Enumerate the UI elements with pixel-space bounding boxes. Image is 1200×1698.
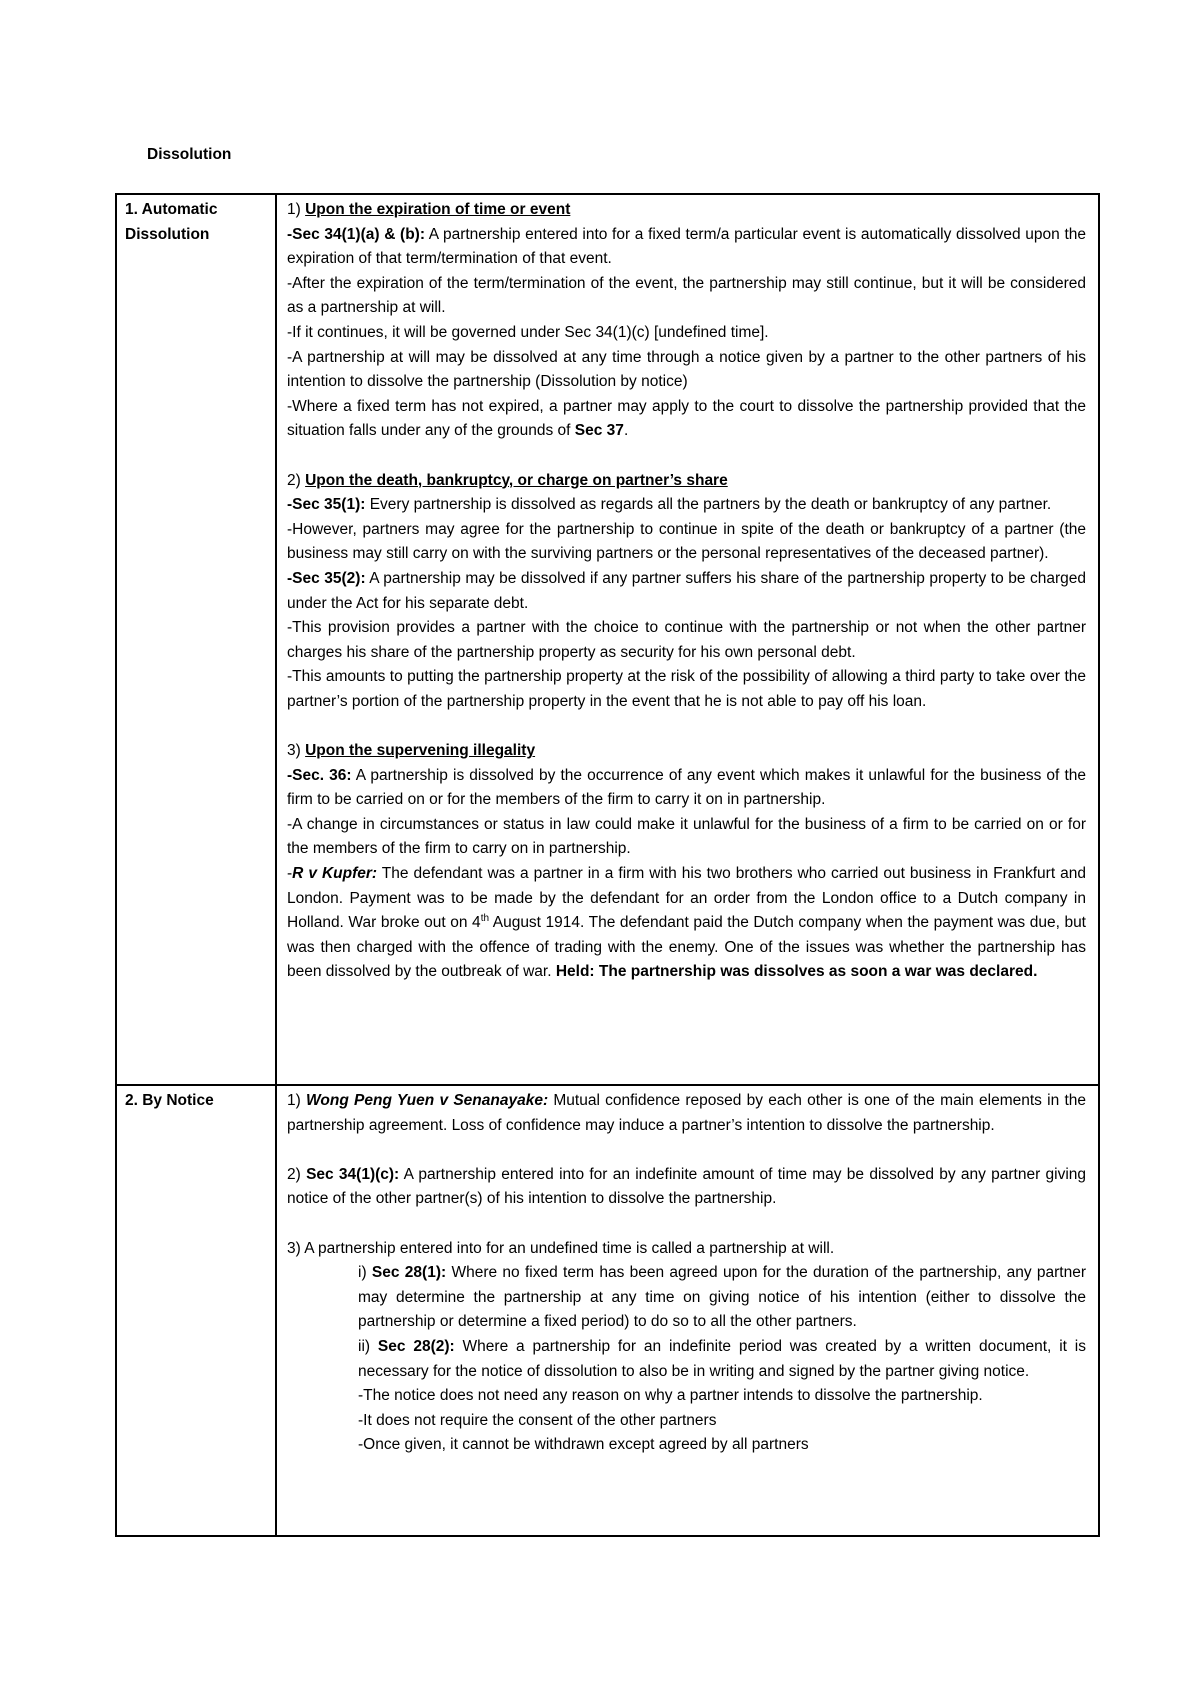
indented-list <box>287 1261 1086 1458</box>
table-row-notice <box>116 1085 1099 1536</box>
paragraph: -This amounts to putting the partnership property at the risk of the possibility of allowing a third party to take over the partner’s portion of the partnership property in the event that he is not able to pay off his loan. <box>287 668 1086 710</box>
row-label-line: Dissolution <box>125 225 210 243</box>
paragraph: i) Sec 28(1): Where no fixed term has been agreed upon for the duration of the partnership, any partner may determine the partnership at any time on giving notice of his intention (either to dissolve the partnership or determine a fixed period) to do so to all the other partners. <box>358 1264 1086 1331</box>
paragraph: ii) Sec 28(2): Where a partnership for an indefinite period was created by a written document, it is necessary for the notice of dissolution to also be in writing and signed by the partner giving notice. <box>358 1337 1086 1380</box>
section-heading: 1) Upon the expiration of time or event <box>287 201 571 218</box>
paragraph: -Sec 35(2): A partnership may be dissolved if any partner suffers his share of the partnership property to be charged under the Act for his separate debt. <box>287 569 1086 612</box>
paragraph: -This provision provides a partner with the choice to continue with the partnership or not when the other partner charges his share of the partnership property as security for his own personal debt. <box>287 619 1086 661</box>
section-heading: 2) Upon the death, bankruptcy, or charge on partner’s share <box>287 471 728 489</box>
row-label-automatic <box>116 194 276 1085</box>
row-content-automatic <box>276 194 1099 1085</box>
row-label-notice <box>116 1085 276 1536</box>
document-title: Dissolution <box>147 146 232 163</box>
paragraph: -Where a fixed term has not expired, a partner may apply to the court to dissolve the partnership provided that the situation falls under any of the grounds of Sec 37. <box>287 397 1086 440</box>
paragraph: -If it continues, it will be governed under Sec 34(1)(c) [undefined time]. <box>287 323 769 341</box>
section-heading: 3) Upon the supervening illegality <box>287 742 536 760</box>
paragraph: -However, partners may agree for the partnership to continue in spite of the death or bankruptcy of a partner (the business may still carry on with the surviving partners or the personal representatives of the deceased partner). <box>287 520 1086 563</box>
row-label-line: 2. By Notice <box>125 1092 214 1109</box>
bullet-item: -The notice does not need any reason on why a partner intends to dissolve the partnership. <box>358 1387 983 1405</box>
paragraph: -A change in circumstances or status in law could make it unlawful for the business of a firm to be carried on or for the members of the firm to carry on in partnership. <box>287 815 1086 858</box>
paragraph: -A partnership at will may be dissolved at any time through a notice given by a partner to the other partners of his intention to dissolve the partnership (Dissolution by notice) <box>287 348 1086 391</box>
paragraph: 3) A partnership entered into for an undefined time is called a partnership at will. <box>287 1239 835 1257</box>
paragraph: 1) Wong Peng Yuen v Senanayake: Mutual confidence reposed by each other is one of the main elements in the partnership agreement. Loss of confidence may induce a partner’s intention to dissolve the partnership. <box>287 1092 1086 1134</box>
row-content-notice <box>276 1085 1099 1536</box>
paragraph: 2) Sec 34(1)(c): A partnership entered into for an indefinite amount of time may be dissolved by any partner giving notice of the other partner(s) of his intention to dissolve the partnership. <box>287 1165 1086 1208</box>
bullet-item: -Once given, it cannot be withdrawn except agreed by all partners <box>358 1436 809 1454</box>
dissolution-table <box>115 193 1100 1537</box>
paragraph: -Sec. 36: A partnership is dissolved by the occurrence of any event which makes it unlawful for the business of the firm to be carried on or for the members of the firm to carry it on in partnership. <box>287 766 1086 809</box>
bullet-item: -It does not require the consent of the other partners <box>358 1411 717 1429</box>
paragraph: -Sec 34(1)(a) & (b): A partnership entered into for a fixed term/a particular event is automatically dissolved upon the expiration of that term/termination of that event. <box>287 225 1086 268</box>
paragraph: -After the expiration of the term/termination of the event, the partnership may still continue, but it will be considered as a partnership at will. <box>287 274 1086 317</box>
paragraph: -Sec 35(1): Every partnership is dissolved as regards all the partners by the death or bankruptcy of any partner. <box>287 496 1052 514</box>
table-row-automatic <box>116 194 1099 1085</box>
paragraph: -R v Kupfer: The defendant was a partner in a firm with his two brothers who carried out business in Frankfurt and London. Payment was to be made by the defendant for an order from the London office to a Dutch company in Holland. War broke out on 4th August 1914. The defendant paid the Dutch company when the payment was due, but was then charged with the offence of trading with the enemy. One of the issues was whether the partnership has been dissolved by the outbreak of war. Held: The partnership was dissolves as soon a war was declared. <box>287 865 1086 981</box>
row-label-line: 1. Automatic <box>125 201 218 218</box>
